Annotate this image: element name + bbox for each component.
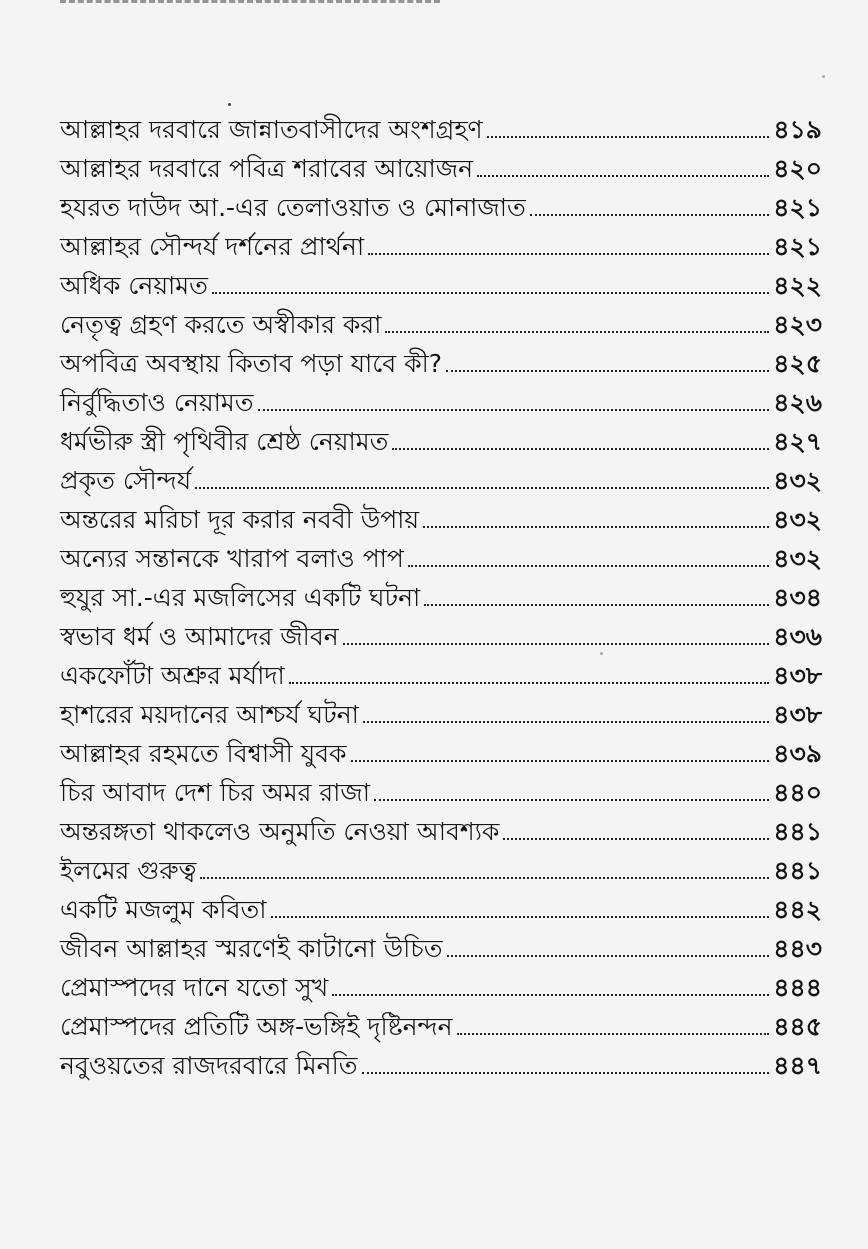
toc-entry-title: অধিক নেয়ামত bbox=[60, 271, 208, 300]
toc-entry-page: ৪২৫ bbox=[773, 349, 822, 378]
toc-entry bbox=[60, 890, 822, 929]
toc-dot-leader bbox=[195, 487, 769, 489]
toc-dot-leader bbox=[362, 1072, 770, 1074]
toc-entry-title: নবুওয়তের রাজদরবারে মিনতি bbox=[60, 1051, 358, 1080]
toc-entry-page: ৪৩৯ bbox=[773, 739, 822, 768]
toc-dot-leader bbox=[351, 760, 770, 762]
toc-dot-leader bbox=[487, 136, 770, 138]
toc-entry-title: চির আবাদ দেশ চির অমর রাজা bbox=[60, 778, 370, 807]
toc-entry-page: ৪২৭ bbox=[773, 427, 822, 456]
toc-dot-leader bbox=[408, 565, 769, 567]
toc-dot-leader bbox=[423, 526, 769, 528]
toc-dot-leader bbox=[385, 331, 769, 333]
toc-entry-title: প্রেমাস্পদের দানে যতো সুখ bbox=[60, 973, 329, 1002]
toc-entry bbox=[60, 110, 822, 149]
toc-dot-leader bbox=[457, 1033, 770, 1035]
toc-dot-leader bbox=[363, 721, 769, 723]
toc-entry-page: ৪৪৪ bbox=[773, 973, 822, 1002]
toc-entry bbox=[60, 1007, 822, 1046]
print-speck bbox=[228, 103, 231, 106]
toc-entry-title: আল্লাহর সৌন্দর্য দর্শনের প্রার্থনা bbox=[60, 232, 365, 261]
toc-entry-page: ৪৪১ bbox=[773, 817, 822, 846]
toc-entry bbox=[60, 422, 822, 461]
toc-entry-page: ৪৪৩ bbox=[773, 934, 822, 963]
toc-entry-title: আল্লাহর দরবারে জান্নাতবাসীদের অংশগ্রহণ bbox=[60, 115, 483, 144]
toc-dot-leader bbox=[424, 604, 769, 606]
toc-entry-title: একটি মজলুম কবিতা bbox=[60, 895, 267, 924]
toc-dot-leader bbox=[343, 643, 770, 645]
print-speck bbox=[822, 75, 825, 78]
toc-entry-title: প্রেমাস্পদের প্রতিটি অঙ্গ-ভঙ্গিই দৃষ্টিনন্দন bbox=[60, 1012, 453, 1041]
toc-entry-page: ৪৩৬ bbox=[773, 622, 822, 651]
toc-entry-page: ৪২৩ bbox=[773, 310, 822, 339]
toc-dot-leader bbox=[368, 253, 769, 255]
toc-entry bbox=[60, 656, 822, 695]
toc-entry-page: ৪২১ bbox=[773, 232, 822, 261]
toc-entry-page: ৪৩২ bbox=[773, 544, 822, 573]
top-edge-dashes bbox=[60, 0, 440, 8]
toc-entry-title: ইলমের গুরুত্ব bbox=[60, 856, 197, 885]
toc-dot-leader bbox=[200, 877, 769, 879]
toc-entry-title: আল্লাহর রহমতে বিশ্বাসী যুবক bbox=[60, 739, 347, 768]
toc-entry-title: হযরত দাউদ আ.-এর তেলাওয়াত ও মোনাজাত bbox=[60, 193, 526, 222]
toc-dot-leader bbox=[332, 994, 769, 996]
toc-entry bbox=[60, 578, 822, 617]
toc-dot-leader bbox=[212, 292, 769, 294]
toc-entry bbox=[60, 227, 822, 266]
toc-entry bbox=[60, 734, 822, 773]
toc-dot-leader bbox=[477, 175, 769, 177]
toc-entry bbox=[60, 149, 822, 188]
toc-entry-title: হাশরের ময়দানের আশ্চর্য ঘটনা bbox=[60, 700, 359, 729]
toc-entry bbox=[60, 266, 822, 305]
toc-entry-title: ধর্মভীরু স্ত্রী পৃথিবীর শ্রেষ্ঠ নেয়ামত bbox=[60, 427, 389, 456]
toc-entry-page: ৪৩৮ bbox=[773, 700, 822, 729]
toc-entry-page: ৪৩২ bbox=[773, 466, 822, 495]
toc-entry bbox=[60, 695, 822, 734]
toc-entry-title: নির্বুদ্ধিতাও নেয়ামত bbox=[60, 388, 254, 417]
toc-entry-page: ৪৪৭ bbox=[773, 1051, 822, 1080]
toc-entry-page: ৪২৬ bbox=[773, 388, 822, 417]
toc-entry bbox=[60, 188, 822, 227]
toc-entry-title: স্বভাব ধর্ম ও আমাদের জীবন bbox=[60, 622, 339, 651]
toc-entry bbox=[60, 305, 822, 344]
toc-entry-title: প্রকৃত সৌন্দর্য bbox=[60, 466, 192, 495]
toc-entry-page: ৪১৯ bbox=[773, 115, 822, 144]
toc-dot-leader bbox=[258, 409, 770, 411]
toc-entry-page: ৪২০ bbox=[773, 154, 822, 183]
toc-dot-leader bbox=[392, 448, 769, 450]
toc-entry-page: ৪২২ bbox=[773, 271, 822, 300]
toc-dot-leader bbox=[271, 916, 770, 918]
toc-dot-leader bbox=[289, 682, 770, 684]
toc-entry-title: নেতৃত্ব গ্রহণ করতে অস্বীকার করা bbox=[60, 310, 382, 339]
toc-entry-title: জীবন আল্লাহর স্মরণেই কাটানো উচিত bbox=[60, 934, 443, 963]
toc-entry bbox=[60, 461, 822, 500]
toc-entry bbox=[60, 344, 822, 383]
toc-entry bbox=[60, 617, 822, 656]
toc-entry-title: একফোঁটা অশ্রুর মর্যাদা bbox=[60, 661, 285, 690]
toc-entry-page: ৪৩৮ bbox=[773, 661, 822, 690]
toc-entry-page: ৪৪২ bbox=[773, 895, 822, 924]
toc-dot-leader bbox=[503, 838, 769, 840]
toc-entry bbox=[60, 812, 822, 851]
toc-entry-title: অন্যের সন্তানকে খারাপ বলাও পাপ bbox=[60, 544, 404, 573]
toc-dot-leader bbox=[446, 370, 769, 372]
toc-entry bbox=[60, 383, 822, 422]
toc-entry bbox=[60, 929, 822, 968]
toc-entry bbox=[60, 539, 822, 578]
toc-entry-title: হুযুর সা.-এর মজলিসের একটি ঘটনা bbox=[60, 583, 421, 612]
toc-entry-page: ৪৪০ bbox=[773, 778, 822, 807]
toc-entry-title: অন্তরের মরিচা দূর করার নববী উপায় bbox=[60, 505, 420, 534]
toc-dot-leader bbox=[374, 799, 769, 801]
toc-entry-page: ৪৩৪ bbox=[773, 583, 822, 612]
toc-entry bbox=[60, 968, 822, 1007]
toc-entry bbox=[60, 1046, 822, 1085]
toc-entry-title: অন্তরঙ্গতা থাকলেও অনুমতি নেওয়া আবশ্যক bbox=[60, 817, 500, 846]
toc-dot-leader bbox=[447, 955, 770, 957]
toc-entry-title: আল্লাহর দরবারে পবিত্র শরাবের আয়োজন bbox=[60, 154, 474, 183]
toc-entry bbox=[60, 773, 822, 812]
toc-entry-page: ৪৪১ bbox=[773, 856, 822, 885]
toc-entry-page: ৪৩২ bbox=[773, 505, 822, 534]
toc-entry-title: অপবিত্র অবস্থায় কিতাব পড়া যাবে কী? bbox=[60, 349, 443, 378]
toc-dot-leader bbox=[530, 214, 769, 216]
table-of-contents bbox=[60, 110, 822, 1085]
toc-entry bbox=[60, 500, 822, 539]
toc-entry-page: ৪২১ bbox=[773, 193, 822, 222]
toc-entry bbox=[60, 851, 822, 890]
toc-entry-page: ৪৪৫ bbox=[773, 1012, 822, 1041]
